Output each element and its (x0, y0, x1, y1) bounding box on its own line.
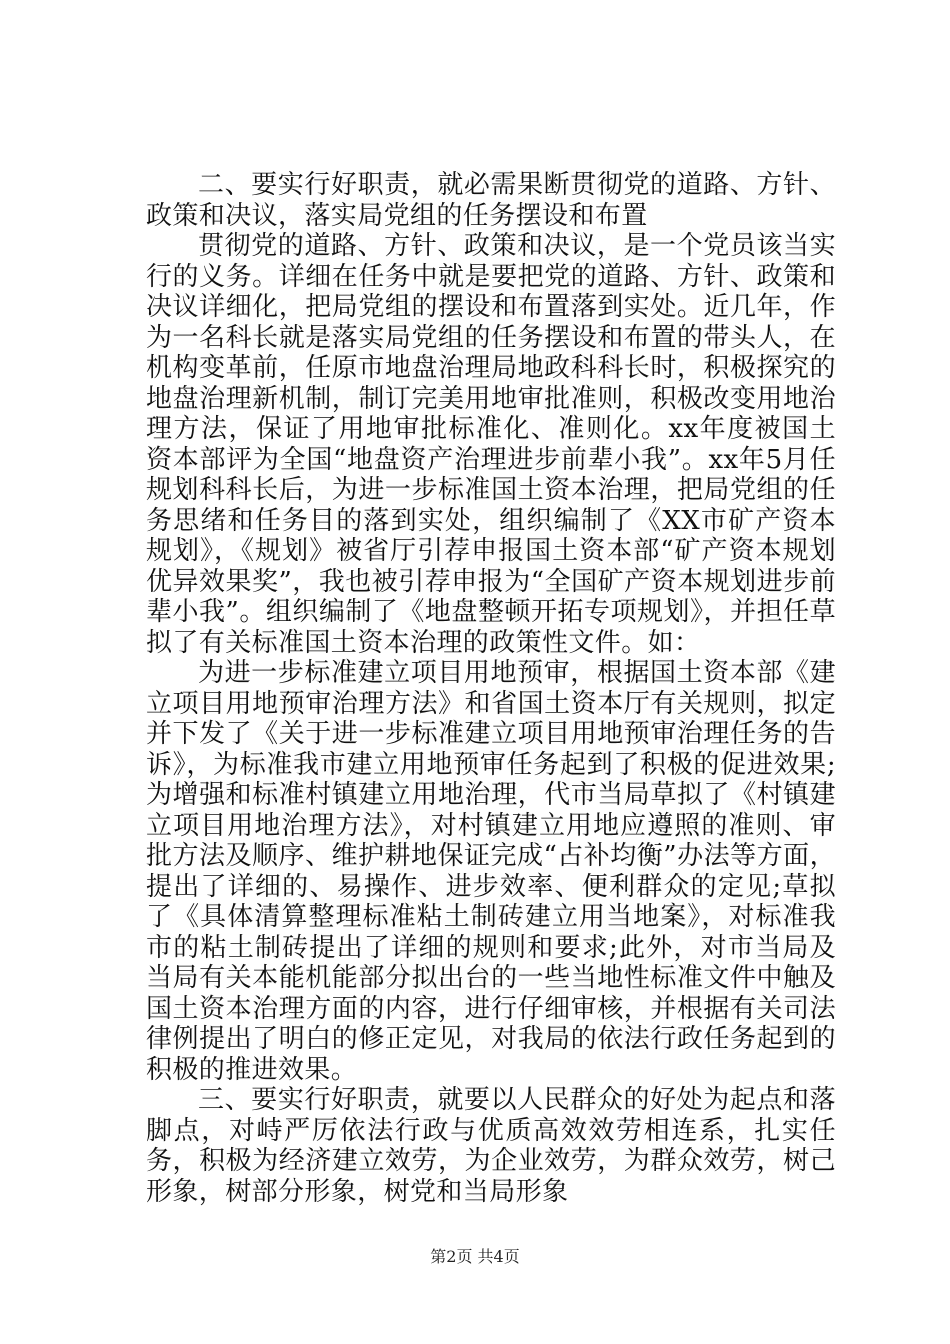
paragraph-heading-three: 三、要实行好职责，就要以人民群众的好处为起点和落脚点，对峙严厉依法行政与优质高效效劳相连系，扎实任务，积极为经济建立效劳，为企业效劳，为群众效劳，树己形象，树部分形象，树党和当局形象 (146, 1085, 836, 1207)
paragraph-heading-two: 二、要实行好职责，就必需果断贯彻党的道路、方针、政策和决议，落实局党组的任务摆设和布置 (146, 170, 836, 231)
paragraph-body-two: 为进一步标准建立项目用地预审，根据国土资本部《建立项目用地预审治理方法》和省国土资本厅有关规则，拟定并下发了《关于进一步标准建立项目用地预审治理任务的告诉》，为标准我市建立用地预审任务起到了积极的促进效果;为增强和标准村镇建立用地治理，代市当局草拟了《村镇建立项目用地治理方法》，对村镇建立用地应遵照的准则、审批方法及顺序、维护耕地保证完成“占补均衡”办法等方面，提出了详细的、易操作、进步效率、便利群众的定见;草拟了《具体清算整理标准粘土制砖建立用当地案》，对标准我市的粘土制砖提出了详细的规则和要求;此外，对市当局及当局有关本能机能部分拟出台的一些当地性标准文件中触及国土资本治理方面的内容，进行仔细审核，并根据有关司法律例提出了明白的修正定见，对我局的依法行政任务起到的积极的推进效果。 (146, 658, 836, 1085)
paragraph-body-one: 贯彻党的道路、方针、政策和决议，是一个党员该当实行的义务。详细在任务中就是要把党的道路、方针、政策和决议详细化，把局党组的摆设和布置落到实处。近几年，作为一名科长就是落实局党组的任务摆设和布置的带头人，在机构变革前，任原市地盘治理局地政科科长时，积极探究的地盘治理新机制，制订完美用地审批准则，积极改变用地治理方法，保证了用地审批标准化、准则化。xx年度被国土资本部评为全国“地盘资产治理进步前辈小我”。xx年5月任规划科科长后，为进一步标准国土资本治理，把局党组的任务思绪和任务目的落到实处，组织编制了《XX市矿产资本规划》，《规划》被省厅引荐申报国土资本部“矿产资本规划优异效果奖”，我也被引荐申报为“全国矿产资本规划进步前辈小我”。组织编制了《地盘整顿开拓专项规划》，并担任草拟了有关标准国土资本治理的政策性文件。如： (146, 231, 836, 658)
page-number-footer: 第2页 共4页 (430, 1247, 520, 1266)
document-body (146, 170, 836, 1207)
